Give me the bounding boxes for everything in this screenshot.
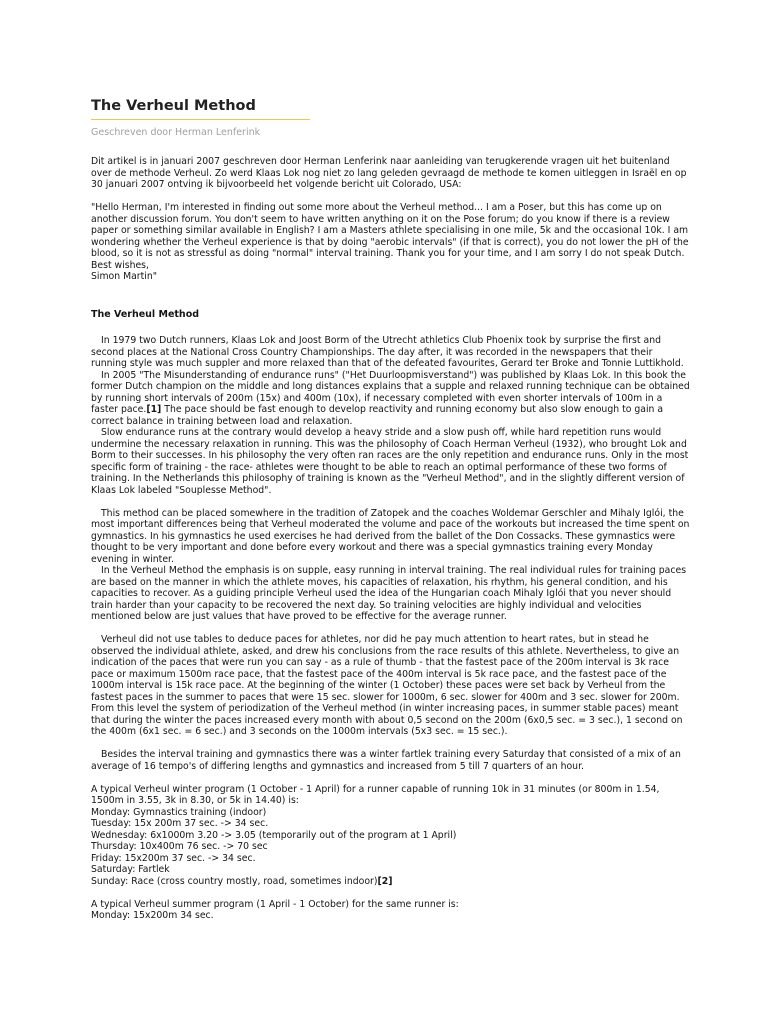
paragraph-fartlek: Besides the interval training and gymnastics there was a winter fartlek training every Saturday that consisted of a mix of an average of 16 tempo's of differing lengths and gymnastics and increased from 5 till 7 quarters of an hour. xyxy=(91,749,681,772)
winter-tuesday: Tuesday: 15x 200m 37 sec. -> 34 sec. xyxy=(91,818,269,829)
winter-program xyxy=(91,784,691,888)
paragraph-paces: Verheul did not use tables to deduce paces for athletes, nor did he pay much attention to heart rates, but in stead he observed the individual athlete, asked, and drew his conclusions from the race results of this athlete. Nevertheless, to give an indication of the paces that were run you can say - as a rule of thumb - that the fastest pace of the 200m interval is 3k race pace or maximum 1500m race pace, that the fastest pace of the 400m interval is 5k race pace, and the fastest pace of the 1000m interval is 15k race pace. At the beginning of the winter (1 October) these paces were set back by Verheul from the fastest paces in the summer to paces that were 15 sec. slower for 1000m, 6 sec. slower for 400m and 3 sec. slower for 200m. From this level the system of periodization of the Verheul method (in winter increasing paces, in summer stable paces) meant that during the winter the paces increased every month with about 0,5 second on the 200m (6x0,5 sec. = 3 sec.), 1 second on the 400m (6x1 sec. = 6 sec.) and 3 seconds on the 1000m intervals (5x3 sec. = 15 sec.). xyxy=(91,634,683,737)
winter-program-intro: A typical Verheul winter program (1 October - 1 April) for a runner capable of running 10k in 31 minutes (or 800m in 1.54, 1500m in 3.55, 3k in 8.30, or 5k in 14.40) is: xyxy=(91,783,660,806)
summer-program xyxy=(91,899,691,922)
paragraph-2005-text-cont: The pace should be fast enough to develop reactivity and running economy but also slow enough to gain a correct balance in training between load and relaxation. xyxy=(91,404,664,427)
summer-program-intro: A typical Verheul summer program (1 April - 1 October) for the same runner is: xyxy=(91,898,459,910)
winter-wednesday: Wednesday: 6x1000m 3.20 -> 3.05 (temporarily out of the program at 1 April) xyxy=(91,829,457,841)
paragraph-emphasis: In the Verheul Method the emphasis is on supple, easy running in interval training. The real individual rules for training paces are based on the manner in which the athlete moves, his capacities of relaxation, his rhythm, his general condition, and his capacities to recover. As a guiding principle Verheul used the idea of the Hungarian coach Mihaly Iglói that you never should train harder than your capacity to be recovered the next day. So training velocities are highly individual and velocities mentioned below are just values that have proved to be effective for the average runner. xyxy=(91,565,687,622)
title-underline xyxy=(91,119,310,120)
section-heading: The Verheul Method xyxy=(91,308,200,320)
summer-monday: Monday: 15x200m 34 sec. xyxy=(91,910,214,921)
winter-monday: Monday: Gymnastics training (indoor) xyxy=(91,806,267,818)
paragraph-tradition: This method can be placed somewhere in the tradition of Zatopek and the coaches Woldemar Gerschler and Mihaly Iglói, the most important differences being that Verheul moderated the volume and pace of the workouts but increased the time spent on gymnastics. In his gymnastics he used exercises he had derived from the ballet of the Don Cossacks. These gymnastics were thought to be very important and done before every workout and there was a special gymnastics training every Monday evening in winter. xyxy=(91,507,690,565)
article-body xyxy=(91,156,691,922)
quoted-letter xyxy=(91,202,691,283)
footnote-link-2[interactable]: [2] xyxy=(377,875,393,887)
paragraph-1979: In 1979 two Dutch runners, Klaas Lok and Joost Borm of the Utrecht athletics Club Phoenix took by surprise the first and second places at the National Cross Country Championships. The day after, it was recorded in the newspapers that their running style was much suppler and more relaxed than that of the defeated favourites, Gerard ter Broke and Tonnie Luttikhold. xyxy=(91,335,684,369)
letter-signature: Simon Martin" xyxy=(91,271,158,282)
paragraph-2005-text: In 2005 "The Misunderstanding of endurance runs" ("Het Duurloopmisverstand") was published by Klaas Lok. In this book the former Dutch champion on the middle and long distances explains that a supple and relaxed running technique can be obtained by running short intervals of 200m (15x) and 400m (10x), if necessary completed with even shorter intervals of 100m in a faster pace. xyxy=(91,369,690,415)
winter-saturday: Saturday: Fartlek xyxy=(91,864,170,875)
winter-sunday-line xyxy=(91,876,691,888)
winter-thursday: Thursday: 10x400m 76 sec. -> 70 sec xyxy=(91,841,268,852)
letter-body: "Hello Herman, I'm interested in finding out some more about the Verheul method... I am a Poser, but this has come up on another discussion forum. You don't seem to have written anything on it on the Pose forum; do you know if there is a review paper or something similar available in English? I am a Masters athlete specialising in one mile, 5k and the occasional 10k. I am wondering whether the Verheul experience is that by doing "aerobic intervals" (if that is correct), you do not lower the pH of the blood, so it is not as stressful as doing "normal" interval training. Thank you for your time, and I am sorry I do not speak Dutch. xyxy=(91,202,689,259)
winter-sunday: Sunday: Race (cross country mostly, road, sometimes indoor) xyxy=(91,875,378,887)
letter-closing: Best wishes, xyxy=(91,259,149,271)
winter-friday: Friday: 15x200m 37 sec. -> 34 sec. xyxy=(91,852,256,864)
footnote-link-1[interactable]: [1] xyxy=(146,404,162,415)
intro-paragraph: Dit artikel is in januari 2007 geschreven door Herman Lenferink naar aanleiding van terugkerende vragen uit het buitenland over de methode Verheul. Zo werd Klaas Lok nog niet zo lang geleden gevraagd de methode te komen uitleggen in Israël en op 30 januari 2007 ontving ik bijvoorbeeld het volgende bericht uit Colorado, USA: xyxy=(91,156,687,190)
article-byline: Geschreven door Herman Lenferink xyxy=(91,127,261,138)
paragraph-slow-runs: Slow endurance runs at the contrary would develop a heavy stride and a slow push off, while hard repetition runs would undermine the necessary relaxation in running. This was the philosophy of Coach Herman Verheul (1932), who brought Lok and Borm to their successes. In his philosophy the very often ran races are the only repetition and endurance runs. Only in the most specific form of training - the race- athletes were thought to be able to reach an optimal performance of these two forms of training. In the Netherlands this philosophy of training is known as the "Verheul Method", and in the slightly different version of Klaas Lok labeled "Souplesse Method". xyxy=(91,427,689,496)
paragraph-2005 xyxy=(91,370,691,428)
article-title: The Verheul Method xyxy=(91,98,256,114)
